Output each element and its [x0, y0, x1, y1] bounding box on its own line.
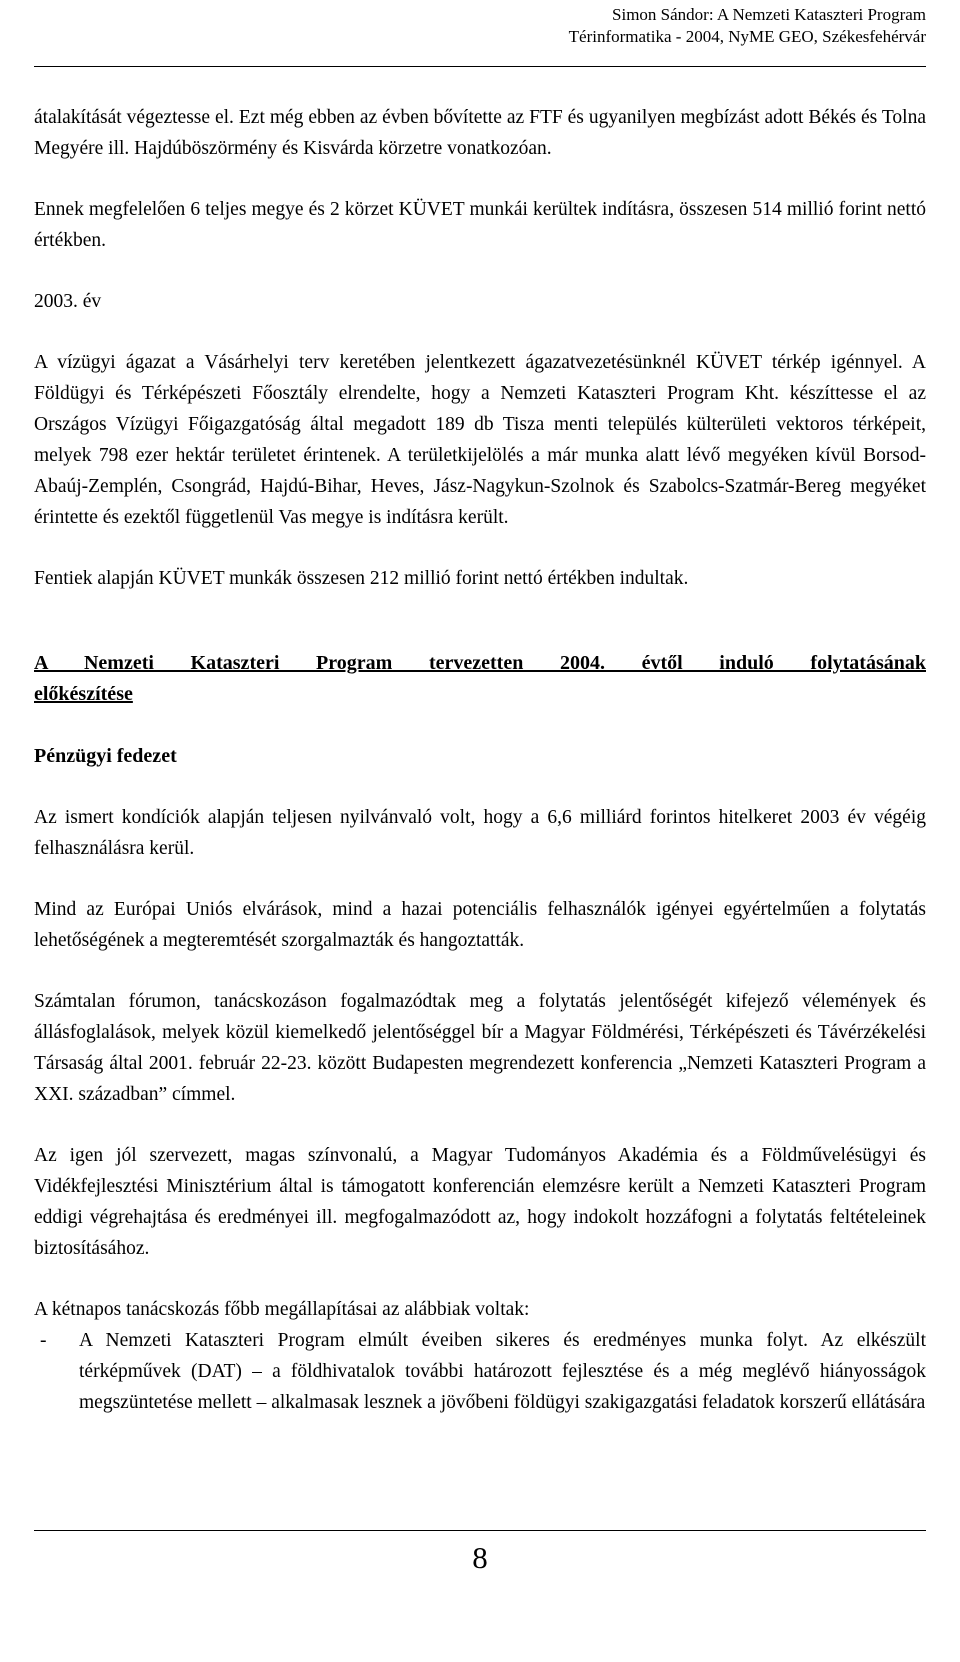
- page-number: 8: [472, 1540, 488, 1575]
- paragraph: Az ismert kondíciók alapján teljesen nyilvánvaló volt, hogy a 6,6 milliárd forintos hitelkeret 2003 év végéig felhasználásra kerül.: [34, 807, 926, 859]
- paragraph: átalakítását végeztesse el. Ezt még ebben az évben bővítette az FTF és ugyanilyen megbízást adott Békés és Tolna Megyére ill. Hajdúböszörmény és Kisvárda körzetre vonatkozóan.: [34, 107, 926, 159]
- paragraph: Az igen jól szervezett, magas színvonalú, a Magyar Tudományos Akadémia és a Földművelésügyi és Vidékfejlesztési Minisztérium által is támogatott konferencián elemzésre került a Nemzeti Kataszteri Program eddigi végrehajtása és eredményei ill. megfogalmazódott az, hogy indokolt hozzáfogni a folytatás feltételeinek biztosításához.: [34, 1145, 926, 1259]
- page-header: [569, 4, 926, 48]
- bullet-dash: -: [40, 1330, 47, 1351]
- list-item-text: A Nemzeti Kataszteri Program elmúlt éveiben sikeres és eredményes munka folyt. Az elkészült térképművek (DAT) – a földhivatalok további határozott fejlesztése és a még meglévő hiányosságok megszüntetése mellett – alkalmasak lesznek a jövőbeni földügyi szakigazgatási feladatok korszerű ellátására: [79, 1330, 926, 1413]
- footer-divider: [34, 1530, 926, 1531]
- header-divider: [34, 66, 926, 67]
- paragraph: A vízügyi ágazat a Vásárhelyi terv keretében jelentkezett ágazatvezetésünknél KÜVET térkép igénnyel. A Földügyi és Térképészeti Főosztály elrendelte, hogy a Nemzeti Kataszteri Program Kht. készíttesse el az Országos Vízügyi Főigazgatóság által megadott 189 db Tisza menti település külterületi vektoros térképeit, melyek 798 ezer hektár területet érintenek. A területkijelölés a már munka alatt lévő megyéken kívül Borsod-Abaúj-Zemplén, Csongrád, Hajdú-Bihar, Heves, Jász-Nagykun-Szolnok és Szabolcs-Szatmár-Bereg megyéket érintette és ezektől függetlenül Vas megye is indításra került.: [34, 352, 926, 528]
- section-heading: A Nemzeti Kataszteri Program tervezetten 2004. évtől induló folytatásának előkészítése: [34, 652, 926, 705]
- paragraph: Ennek megfelelően 6 teljes megye és 2 körzet KÜVET munkái kerültek indításra, összesen 514 millió forint nettó értékben.: [34, 199, 926, 251]
- document-body: [34, 102, 926, 1418]
- list-item: [34, 1325, 926, 1418]
- paragraph: Mind az Európai Uniós elvárások, mind a hazai potenciális felhasználók igényei egyértelműen a folytatás lehetőségének a megteremtését szorgalmazták és hangoztatták.: [34, 899, 926, 951]
- year-label: 2003. év: [34, 291, 102, 312]
- header-author-title: Simon Sándor: A Nemzeti Kataszteri Program: [612, 5, 926, 24]
- header-conference: Térinformatika - 2004, NyME GEO, Székesfehérvár: [568, 27, 926, 46]
- paragraph: Fentiek alapján KÜVET munkák összesen 212 millió forint nettó értékben indultak.: [34, 568, 689, 589]
- paragraph: Számtalan fórumon, tanácskozáson fogalmazódtak meg a folytatás jelentőségét kifejező vélemények és állásfoglalások, melyek közül kiemelkedő jelentőséggel bír a Magyar Földmérési, Térképészeti és Távérzékelési Társaság által 2001. február 22-23. között Budapesten megrendezett konferencia „Nemzeti Kataszteri Program a XXI. században” címmel.: [34, 991, 926, 1105]
- sub-heading: Pénzügyi fedezet: [34, 745, 177, 767]
- list-intro: A kétnapos tanácskozás főbb megállapításai az alábbiak voltak:: [34, 1299, 530, 1320]
